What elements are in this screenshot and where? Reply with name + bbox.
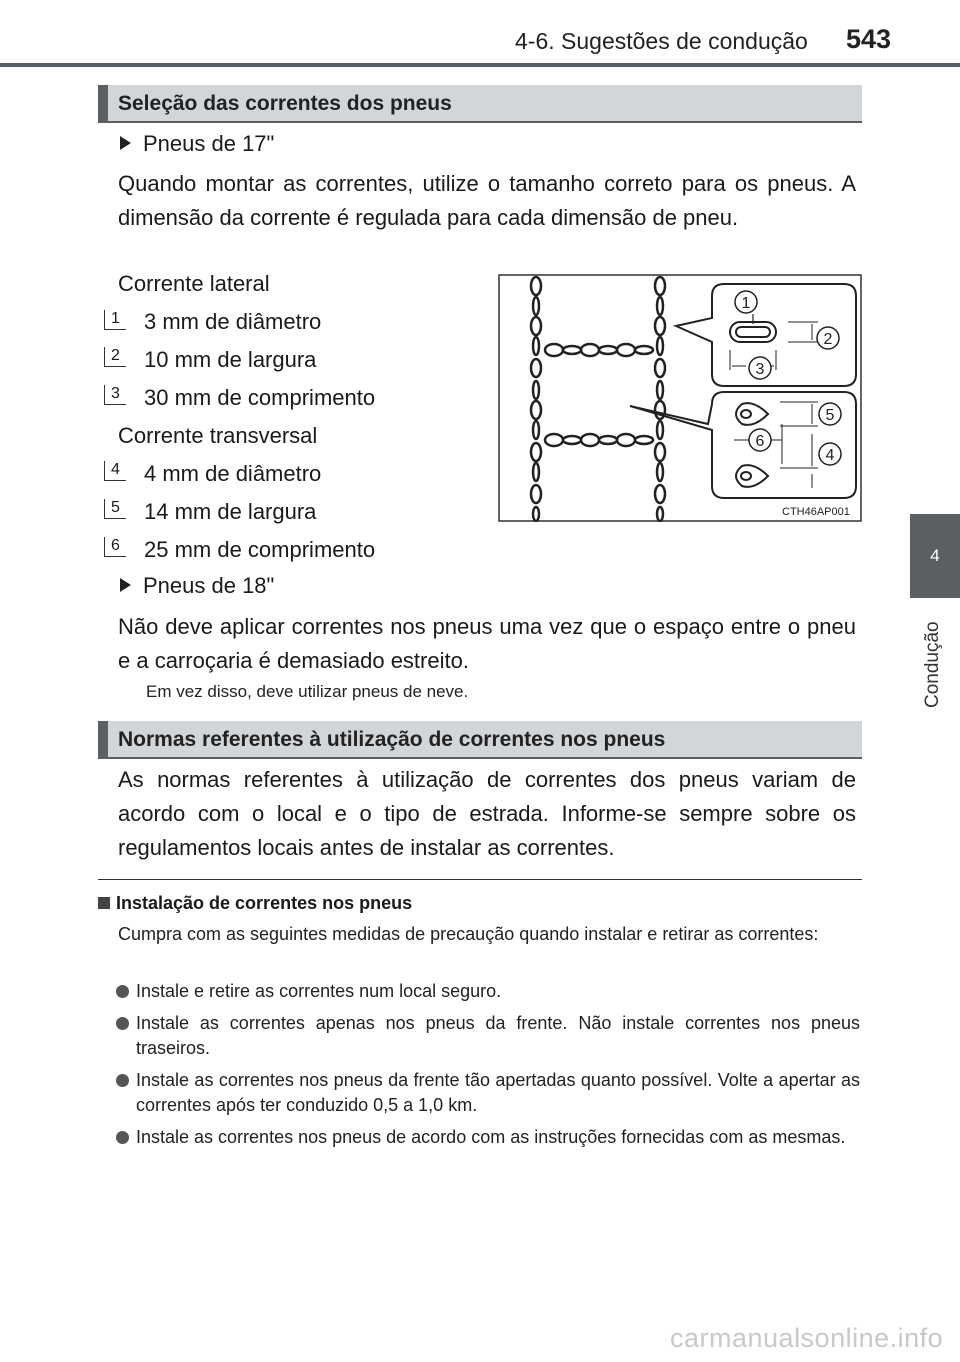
spec-number-3: 3 xyxy=(104,385,126,405)
callout-2: 2 xyxy=(823,331,833,348)
dot-bullet-icon xyxy=(116,1017,129,1030)
triangle-bullet-icon xyxy=(120,578,131,592)
chapter-label xyxy=(922,610,946,710)
spec-number-4: 4 xyxy=(104,461,126,481)
dot-bullet-icon xyxy=(116,1131,129,1144)
spec-number-2: 2 xyxy=(104,347,126,367)
chapter-tab: 4 xyxy=(910,514,960,598)
bullet-tires-17 xyxy=(120,131,274,157)
spec-text-2: 10 mm de largura xyxy=(144,347,317,372)
watermark: carmanualsonline.info xyxy=(670,1323,944,1353)
divider xyxy=(98,879,862,880)
spec-number-6: 6 xyxy=(104,537,126,557)
triangle-bullet-icon xyxy=(120,136,131,150)
spec-text-1: 3 mm de diâmetro xyxy=(144,309,322,334)
note-snow-tires: Em vez disso, deve utilizar pneus de neve. xyxy=(146,682,469,701)
list-item-text: Instale as correntes nos pneus da frente tão apertadas quanto possível. Volte a apertar as correntes após ter conduzido 0,5 a 1,0 km. xyxy=(136,1070,860,1115)
spec-text-3: 30 mm de comprimento xyxy=(144,385,376,410)
dot-bullet-icon xyxy=(116,985,129,998)
list-item xyxy=(116,1068,860,1118)
list-item xyxy=(116,1125,860,1150)
list-item xyxy=(116,1011,860,1061)
bullet-tires-18 xyxy=(120,573,274,599)
list-item-text: Instale as correntes nos pneus de acordo com as instruções fornecidas com as mesmas. xyxy=(136,1127,846,1147)
dot-bullet-icon xyxy=(116,1074,129,1087)
section-heading-text: Seleção das correntes dos pneus xyxy=(118,92,452,115)
paragraph-18-inch: Não deve aplicar correntes nos pneus uma vez que o espaço entre o pneu e a carroçaria é demasiado estreito. xyxy=(118,614,856,673)
header-rule xyxy=(0,63,960,67)
subheading-text: Instalação de correntes nos pneus xyxy=(116,893,413,913)
section-heading-text: Normas referentes à utilização de correntes nos pneus xyxy=(118,728,666,751)
bullet-text: Pneus de 17" xyxy=(143,131,275,156)
chapter-label-text: Condução xyxy=(922,621,943,708)
subheading-installation xyxy=(98,893,412,914)
page-number: 543 xyxy=(846,24,892,54)
paragraph-regulations: As normas referentes à utilização de correntes dos pneus variam de acordo com o local e o tipo de estrada. Informe-se sempre sobre os regulamentos locais antes de instalar as correntes. xyxy=(118,767,856,860)
spec-number-1: 1 xyxy=(104,310,126,330)
spec-text-5: 14 mm de largura xyxy=(144,499,317,524)
section-heading-regulations xyxy=(98,721,862,759)
bullet-text: Pneus de 18" xyxy=(143,573,275,598)
figure-code: CTH46AP001 xyxy=(782,506,850,518)
tire-chain-diagram xyxy=(498,274,862,522)
square-bullet-icon xyxy=(98,897,110,909)
cross-chain-title: Corrente transversal xyxy=(118,423,318,448)
installation-intro: Cumpra com as seguintes medidas de precaução quando instalar e retirar as correntes: xyxy=(118,924,819,944)
list-item-text: Instale e retire as correntes num local seguro. xyxy=(136,981,502,1001)
spec-number-5: 5 xyxy=(104,499,126,519)
callout-6: 6 xyxy=(755,433,765,450)
section-heading-chain-selection xyxy=(98,85,862,123)
callout-5: 5 xyxy=(825,407,835,424)
callout-3: 3 xyxy=(755,361,765,378)
side-chain-title: Corrente lateral xyxy=(118,271,270,296)
callout-1: 1 xyxy=(741,295,751,312)
spec-text-4: 4 mm de diâmetro xyxy=(144,461,322,486)
callout-4: 4 xyxy=(825,447,835,464)
list-item-text: Instale as correntes apenas nos pneus da frente. Não instale correntes nos pneus traseiros. xyxy=(136,1013,860,1058)
list-item xyxy=(116,979,860,1004)
spec-text-6: 25 mm de comprimento xyxy=(144,537,376,562)
running-header: 4-6. Sugestões de condução xyxy=(515,28,808,54)
paragraph-chain-size: Quando montar as correntes, utilize o tamanho correto para os pneus. A dimensão da corrente é regulada para cada dimensão de pneu. xyxy=(118,171,856,230)
